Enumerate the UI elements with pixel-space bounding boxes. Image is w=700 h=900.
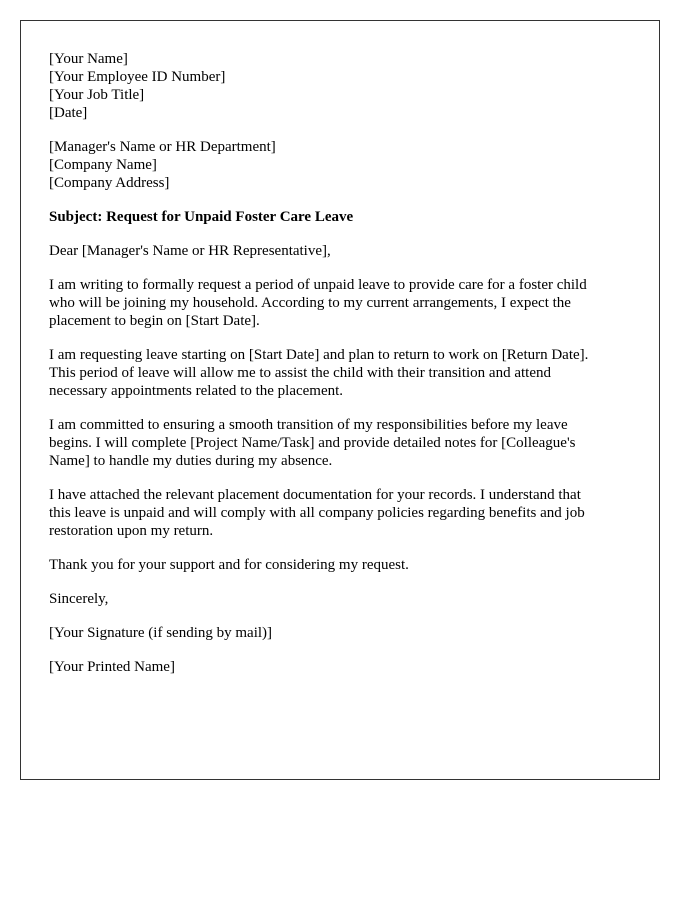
printed-name: [Your Printed Name] — [49, 659, 175, 675]
recipient-address: [Company Address] — [49, 175, 170, 191]
paragraph-handover — [49, 416, 639, 470]
salutation: Dear [Manager's Name or HR Representative], — [49, 243, 331, 259]
paragraph-line: begins. I will complete [Project Name/Task] and provide detailed notes for [Colleague's — [49, 435, 576, 451]
letter-date: [Date] — [49, 105, 88, 121]
sender-name: [Your Name] — [49, 51, 128, 67]
paragraph-line: placement to begin on [Start Date]. — [49, 313, 260, 329]
paragraph-line: this leave is unpaid and will comply with all company policies regarding benefits and job — [49, 505, 585, 521]
closing: Sincerely, — [49, 591, 109, 607]
paragraph-request — [49, 276, 639, 330]
sender-employee-id: [Your Employee ID Number] — [49, 69, 226, 85]
paragraph-line: I have attached the relevant placement documentation for your records. I understand that — [49, 487, 581, 503]
sender-job-title: [Your Job Title] — [49, 87, 145, 103]
paragraph-thanks — [49, 556, 639, 574]
paragraph-line: This period of leave will allow me to assist the child with their transition and attend — [49, 365, 551, 381]
recipient-name: [Manager's Name or HR Department] — [49, 139, 276, 155]
sender-block — [49, 50, 639, 122]
paragraph-documentation — [49, 486, 639, 540]
recipient-block — [49, 138, 639, 192]
paragraph-dates — [49, 346, 639, 400]
recipient-company: [Company Name] — [49, 157, 157, 173]
letter-body — [49, 50, 639, 692]
paragraph-line: Name] to handle my duties during my absence. — [49, 453, 333, 469]
letter-page — [20, 20, 660, 780]
paragraph-line: necessary appointments related to the placement. — [49, 383, 344, 399]
subject-line: Subject: Request for Unpaid Foster Care Leave — [49, 209, 354, 225]
paragraph-line: who will be joining my household. According to my current arrangements, I expect the — [49, 295, 571, 311]
paragraph-line: I am requesting leave starting on [Start Date] and plan to return to work on [Return Date]. — [49, 347, 589, 363]
signature-line: [Your Signature (if sending by mail)] — [49, 625, 273, 641]
paragraph-line: restoration upon my return. — [49, 523, 214, 539]
paragraph-line: I am committed to ensuring a smooth transition of my responsibilities before my leave — [49, 417, 568, 433]
paragraph-line: I am writing to formally request a period of unpaid leave to provide care for a foster child — [49, 277, 587, 293]
paragraph-line: Thank you for your support and for considering my request. — [49, 557, 409, 573]
